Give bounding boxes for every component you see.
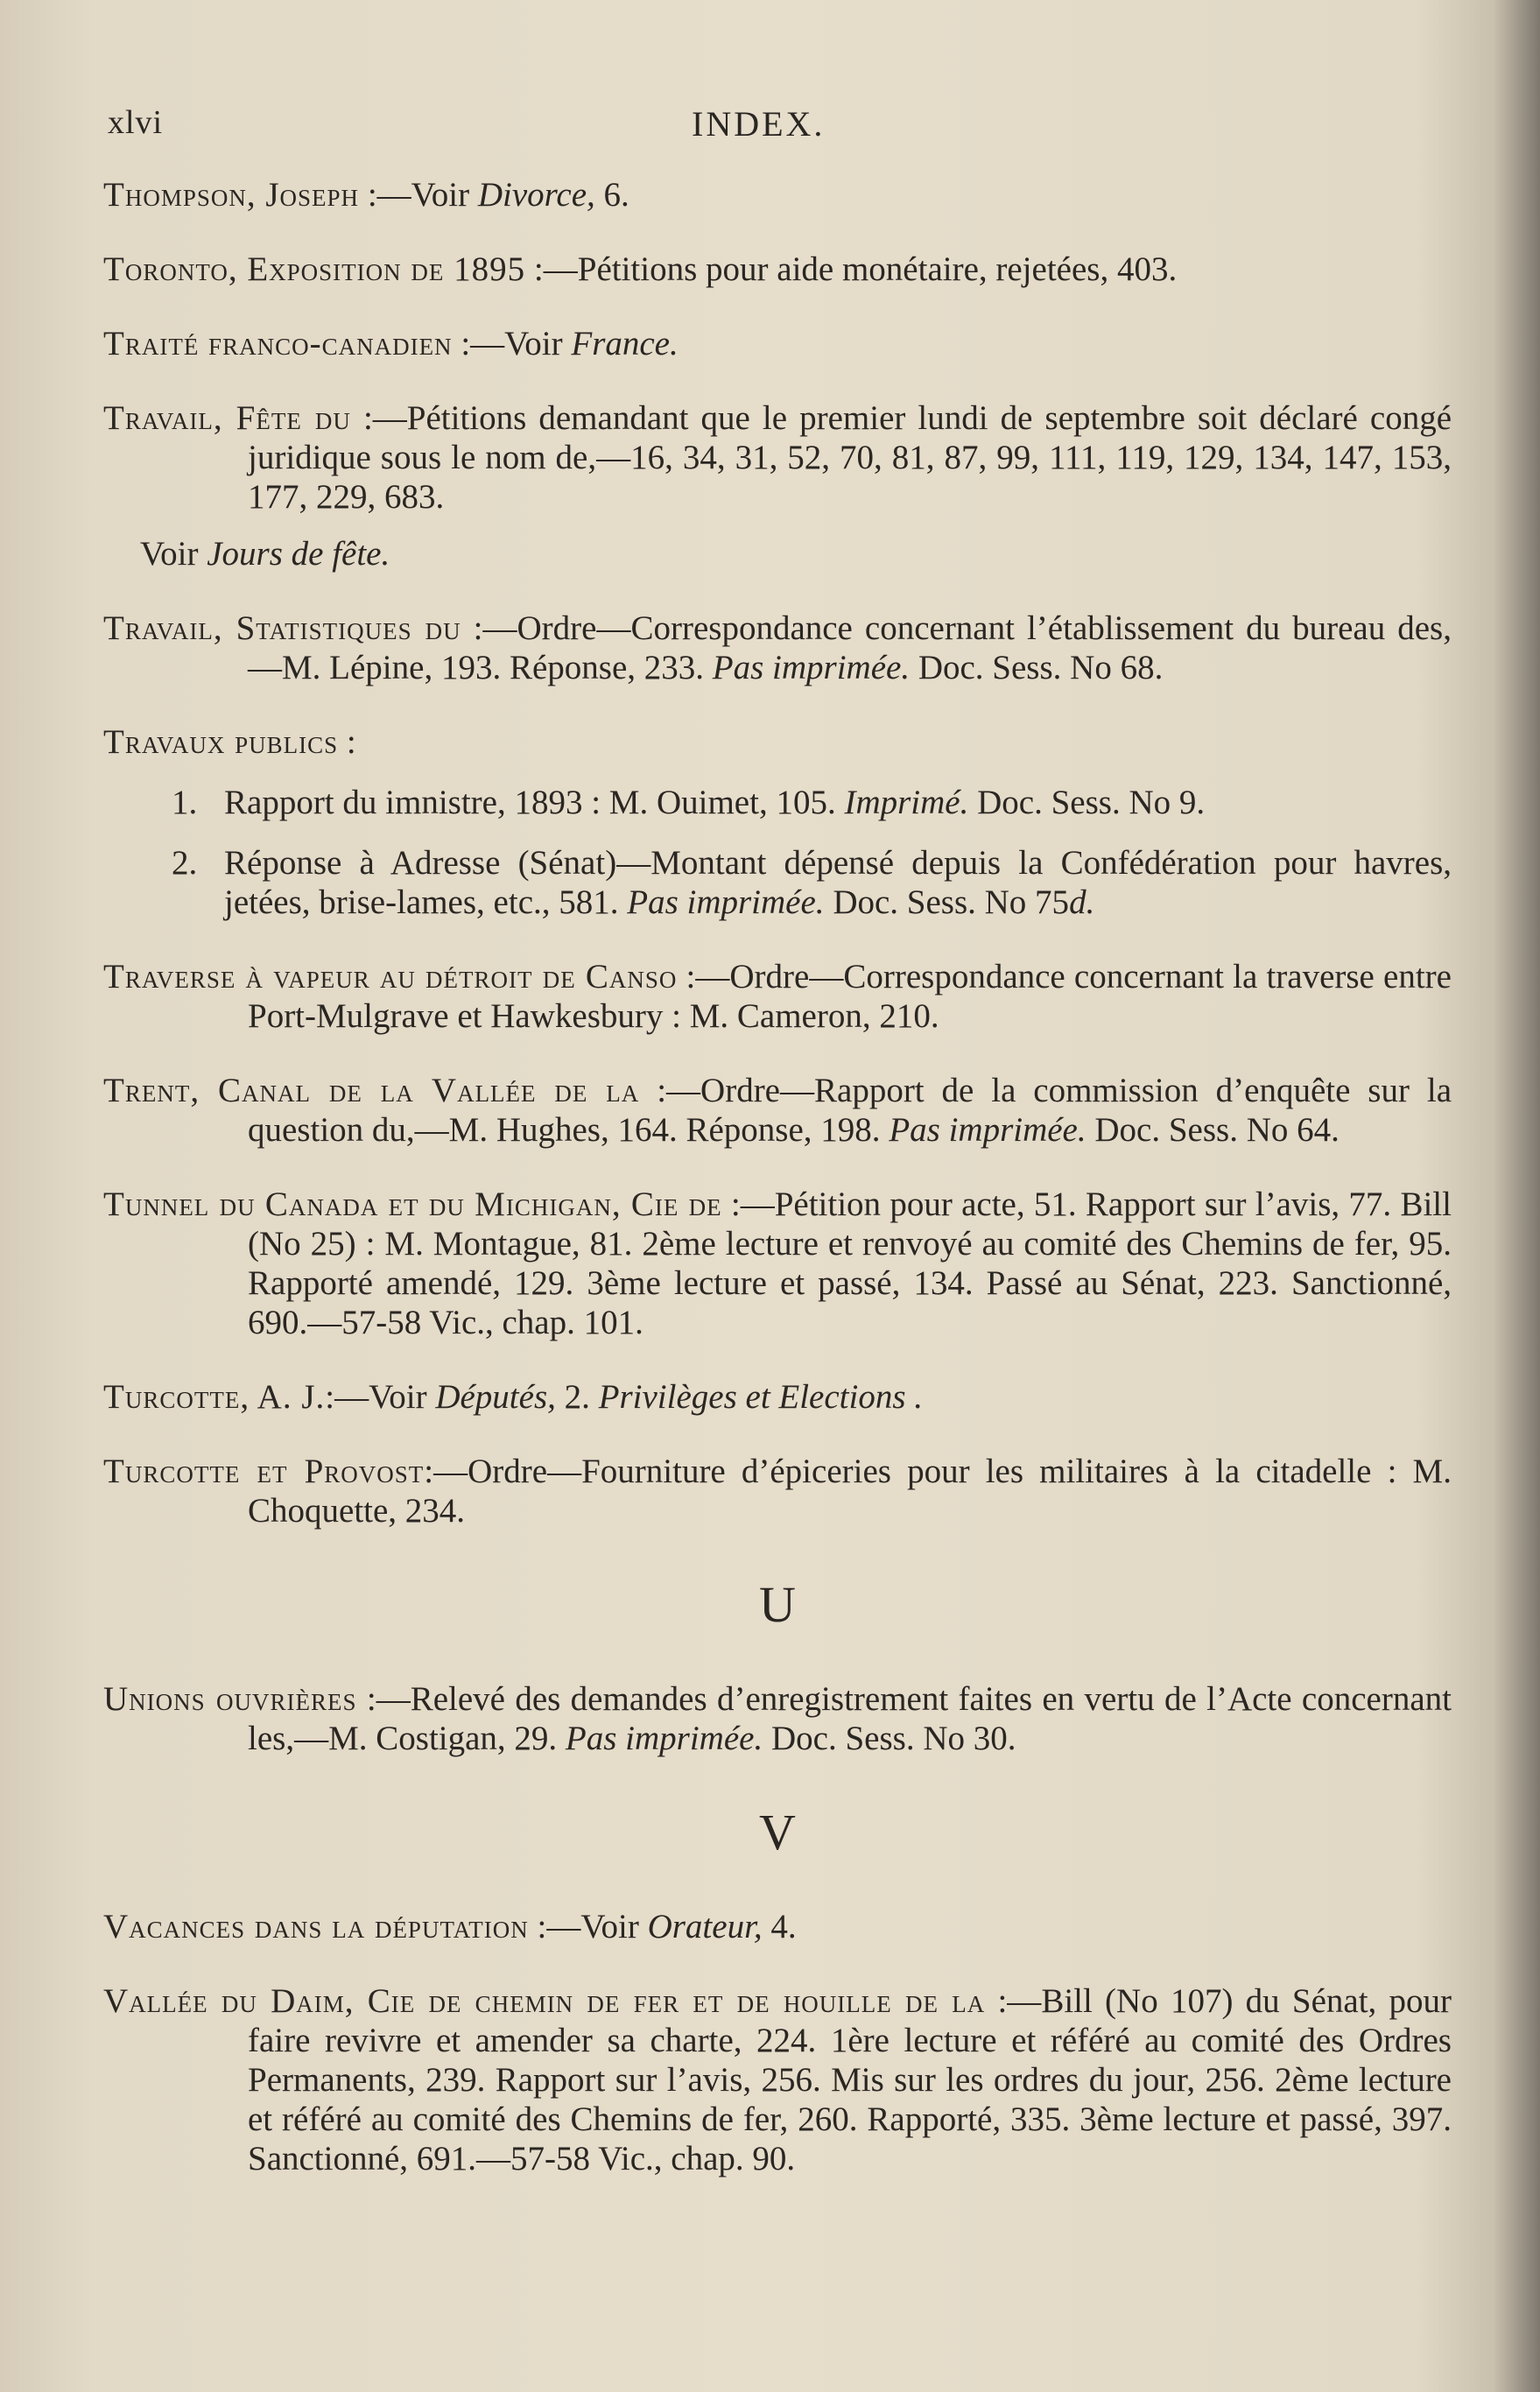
index-entry-tunnel	[103, 1185, 1452, 1342]
entry-head: Trent, Canal de la Vallée de la	[103, 1072, 640, 1109]
entry-text: Voir	[411, 176, 478, 214]
entry-separator: :—	[424, 1453, 468, 1490]
entry-head: Toronto, Exposition de 1895	[103, 250, 526, 288]
entry-text: Ordre—Correspondance concernant la traverse entre Port-Mulgrave et Hawkesbury : M. Cameron, 210.	[248, 958, 1452, 1035]
entry-separator: :—	[461, 609, 517, 647]
entry-italic: Pas imprimée.	[889, 1111, 1086, 1149]
entry-italic: Pas imprimée.	[565, 1720, 763, 1757]
index-entry-toronto	[103, 250, 1452, 289]
entry-after: Doc. Sess. No 30.	[763, 1720, 1016, 1757]
index-entry-traverse	[103, 957, 1452, 1036]
entry-italic: Députés,	[435, 1378, 556, 1416]
entry-text: Voir	[504, 325, 572, 362]
index-entry-traite	[103, 324, 1452, 363]
entry-italic: France.	[571, 325, 679, 362]
entry-italic: Divorce,	[477, 176, 595, 214]
section-letter-u: U	[759, 1576, 796, 1633]
index-entry-thompson	[103, 175, 1452, 215]
entry-text: Voir	[580, 1908, 648, 1945]
entry-after: 6.	[594, 176, 629, 214]
entry-head: Tunnel du Canada et du Michigan, Cie de	[103, 1185, 722, 1223]
entry-text: Voir	[369, 1378, 436, 1416]
entry-separator: :—	[721, 1185, 775, 1223]
index-entry-travaux-publics	[103, 722, 1452, 762]
entry-head: Traité franco-canadien	[103, 325, 453, 362]
entry-head: Unions ouvrières	[103, 1680, 357, 1718]
subentry-italic: Imprimé.	[844, 784, 969, 821]
entry-text: Relevé des demandes d’enregistrement faites en vertu de l’Acte concernant les,—M. Costigan, 29.	[248, 1680, 1452, 1757]
subentry-text: Réponse à Adresse (Sénat)—Montant dépensé depuis la Confédération pour havres, jetées, brise-lames, etc., 581.	[224, 844, 1452, 921]
cross-reference-line	[140, 534, 1452, 573]
subentry-item	[172, 783, 1452, 822]
index-entry-vacances	[103, 1907, 1452, 1946]
entry-after: 2.	[555, 1378, 599, 1416]
entry-separator: :	[338, 723, 356, 761]
entry-head: Travaux publics	[103, 723, 339, 761]
section-letter-v: V	[759, 1804, 796, 1861]
entry-head: Turcotte et Provost	[103, 1453, 425, 1490]
index-entry-vallee-du-daim	[103, 1981, 1452, 2178]
index-content	[103, 175, 1452, 2213]
entry-after: Doc. Sess. No 68.	[910, 649, 1164, 686]
entry-text: Pétitions pour aide monétaire, rejetées, 403.	[577, 250, 1178, 288]
subentry-italic-tail: d.	[1069, 883, 1095, 921]
subentry-item	[172, 843, 1452, 922]
entry-head: Traverse à vapeur au détroit de Canso	[103, 958, 678, 995]
entry-separator: :—	[359, 176, 411, 214]
entry-separator: :—	[350, 399, 407, 437]
entry-text: Pétitions demandant que le premier lundi de septembre soit déclaré congé juridique sous le nom de,—16, 34, 31, 52, 70, 81, 87, 99, 111, 119, 129, 134, 147, 153, 177, 229, 683.	[248, 399, 1452, 516]
entry-head: Thompson, Joseph	[103, 176, 360, 214]
entry-head: Travail, Statistiques du	[103, 609, 461, 647]
index-entry-unions	[103, 1679, 1452, 1758]
subentry-after: Doc. Sess. No 9.	[968, 784, 1206, 821]
entry-head: Turcotte, A. J.	[103, 1378, 326, 1416]
entry-after: 4.	[762, 1908, 797, 1945]
subentry-after: Doc. Sess. No 75	[824, 883, 1070, 921]
entry-separator: :—	[452, 325, 505, 362]
index-entry-turcotte-provost	[103, 1452, 1452, 1530]
entry-separator: :—	[639, 1072, 701, 1109]
subentry-number: 2.	[172, 844, 198, 882]
page-header	[0, 103, 1540, 156]
subentry-number: 1.	[172, 784, 198, 821]
index-entry-travail-fete	[103, 398, 1452, 517]
entry-head: Vallée du Daim, Cie de chemin de fer et de houille de la	[103, 1982, 986, 2020]
entry-text: Ordre—Fourniture d’épiceries pour les militaires à la citadelle : M. Choquette, 234.	[248, 1453, 1452, 1530]
entry-after: Doc. Sess. No 64.	[1086, 1111, 1340, 1149]
entry-text: Ordre—Rapport de la commission d’enquête sur la question du,—M. Hughes, 164. Réponse, 198.	[248, 1072, 1452, 1149]
entry-italic-second: Privilèges et Elections .	[598, 1378, 924, 1416]
subentry-text: Rapport du imnistre, 1893 : M. Ouimet, 105.	[224, 784, 845, 821]
index-entry-trent	[103, 1071, 1452, 1150]
entry-separator: :—	[525, 250, 578, 288]
cross-reference-italic: Jours de fête.	[207, 535, 390, 573]
entry-head: Travail, Fête du	[103, 399, 351, 437]
entry-text: Bill (No 107) du Sénat, pour faire revivre et amender sa charte, 224. 1ère lecture et référé au comité des Ordres Permanents, 239. Rapport sur l’avis, 256. Mis sur les ordres du jour, 256. 2ème lecture et référé au comité des Chemins de fer, 260. Rapporté, 335. 3ème lecture et passé, 397. Sanctionné, 691.—57-58 Vic., chap. 90.	[248, 1982, 1452, 2177]
entry-separator: :—	[985, 1982, 1042, 2020]
entry-separator: :—	[356, 1680, 411, 1718]
entry-separator: :—	[677, 958, 730, 995]
entry-separator: :—	[528, 1908, 581, 1945]
entry-italic: Pas imprimée.	[712, 649, 911, 686]
page-folio: xlvi	[108, 104, 164, 141]
index-entry-travail-statistiques	[103, 609, 1452, 687]
cross-reference-text: Voir	[140, 535, 207, 573]
entry-text: Pétition pour acte, 51. Rapport sur l’avis, 77. Bill (No 25) : M. Montague, 81. 2ème lecture et renvoyé au comité des Chemins de fer, 95. Rapporté amendé, 129. 3ème lecture et passé, 134. Passé au Sénat, 223. Sanctionné, 690.—57-58 Vic., chap. 101.	[248, 1185, 1452, 1341]
index-entry-turcotte	[103, 1377, 1452, 1417]
entry-text: Ordre—Correspondance concernant l’établissement du bureau des,—M. Lépine, 193. Réponse, 233.	[248, 609, 1452, 686]
running-title: INDEX.	[692, 104, 826, 144]
subentry-italic: Pas imprimée.	[627, 883, 825, 921]
entry-separator: :—	[325, 1378, 369, 1416]
entry-italic: Orateur,	[647, 1908, 763, 1945]
entry-head: Vacances dans la députation	[103, 1908, 529, 1945]
